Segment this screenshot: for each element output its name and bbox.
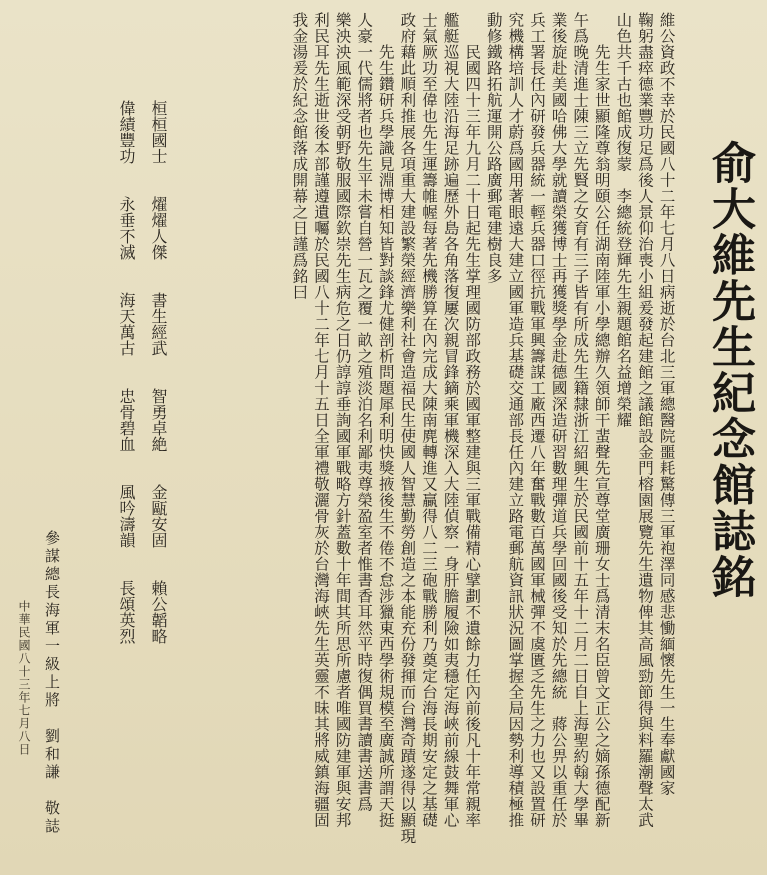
body-line: 政府藉此順利推展各項重大建設繁榮經濟樂利社會造福民生使國人智慧勤勞創造之本能充份發揮而台灣奇蹟遂得以顯現: [398, 12, 417, 844]
inscription-title: 俞大維先生紀念館誌銘: [704, 140, 755, 600]
body-line: 樂泱泱風範深受朝野敬服國際欽崇先生病危之日仍諄諄垂詢國軍戰略方針蓋數十年間其所思所慮者唯國防建軍與安邦: [333, 12, 352, 828]
body-line: 午爲晚清進士陳三立先賢之女育有三子皆有所成先生籍隸浙江紹興生於民國前十五年十二月二日自上海聖約翰大學畢: [571, 12, 590, 828]
author-signature: 參謀總長海軍一級上將 劉和謙 敬誌: [43, 530, 61, 836]
elegy-line: 桓桓國士 燿燿人傑 書生經武 智勇卓絶 金甌安固 賴公韜略: [149, 100, 168, 644]
body-line: 我金湯爰於紀念館落成開幕之日謹爲銘曰: [290, 12, 309, 300]
body-line: 山色共千古也館成復蒙 李總統登輝先生親題館名益增榮耀: [614, 12, 633, 428]
body-line: 鞠躬盡瘁德業豐功足爲後人景仰治喪小組爰發起建館之議館設金門榕園展覽先生遺物俾其高風勁節得與料羅潮聲太武: [635, 12, 654, 828]
body-line: 兵工署長任內研發兵器統一輕兵器口徑抗戰軍興籌謀工廠西遷八年奮戰數百萬國軍械彈不虞匱乏先生之力也又設置研: [527, 12, 546, 828]
body-line: 維公資政不幸於民國八十二年七月八日病逝於台北三軍總醫院噩耗驚傳三軍袍澤同感悲慟緬懷先生一生奉獻國家: [657, 12, 676, 796]
body-line: 士氣厥功至偉也先生運籌帷幄每著先機勝算在內完成大陳南麂轉進又贏得八二三砲戰勝利乃奠定台海長期安定之基礎: [419, 12, 438, 828]
body-line: 艦艇巡視大陸沿海足跡遍歷外島各角落復屢次親冒鋒鏑乘軍機深入大陸偵察一身肝膽履險如夷穩定海峽前線鼓舞軍心: [441, 12, 460, 828]
body-line: 民國四十三年九月二十日起先生掌理國防部政務於國軍整建與三軍戰備精心擘劃不遺餘力任內前後凡十年常親率: [463, 12, 482, 828]
body-line: 先生家世顯隆尊翁明頤公任湖南陸軍小學總辦久領師干蜚聲先宣尊堂廣珊女士爲清末名臣曾文正公之嫡孫德配新: [592, 12, 611, 828]
body-line: 人豪一代儒將者也先生平未嘗自營一瓦之覆一畝之殖淡泊名利鄙夷尊榮盈室者惟書香耳然平時復偶買書讀書送書爲: [355, 12, 374, 812]
inscription-date: 中華民國八十三年七月八日: [17, 600, 31, 756]
body-line: 究機構培訓人才蔚爲國用著眼遠大建立國軍造兵基礎交通部長任內建立路電郵航資訊狀況圖掌握全局因勢利導積極推: [506, 12, 525, 828]
body-line: 業後旋赴美國哈佛大學就讀榮獲博士再獲獎學金赴德國深造研習數理彈道兵學回國後受知於先總統 蔣公畀以重任於: [549, 12, 568, 828]
body-line: 動修鐵路拓航運開公路廣郵電建樹良多: [484, 12, 503, 284]
body-line: 利民耳先生逝世後本部謹遵遺囑於民國八十二年七月十五日全軍禮敬灑骨灰於台灣海峽先生英靈不昧其將威鎮海疆固: [311, 12, 330, 828]
elegy-line: 偉績豐功 永垂不滅 海天萬古 忠骨碧血 風吟濤韻 長頌英烈: [117, 100, 136, 644]
body-line: 先生鑽研兵學識見淵博相知皆對談鋒尤健剖析問題犀利明快獎掖後生不倦不怠涉獵東西學術規模至廣誠所謂天挺: [376, 12, 395, 828]
